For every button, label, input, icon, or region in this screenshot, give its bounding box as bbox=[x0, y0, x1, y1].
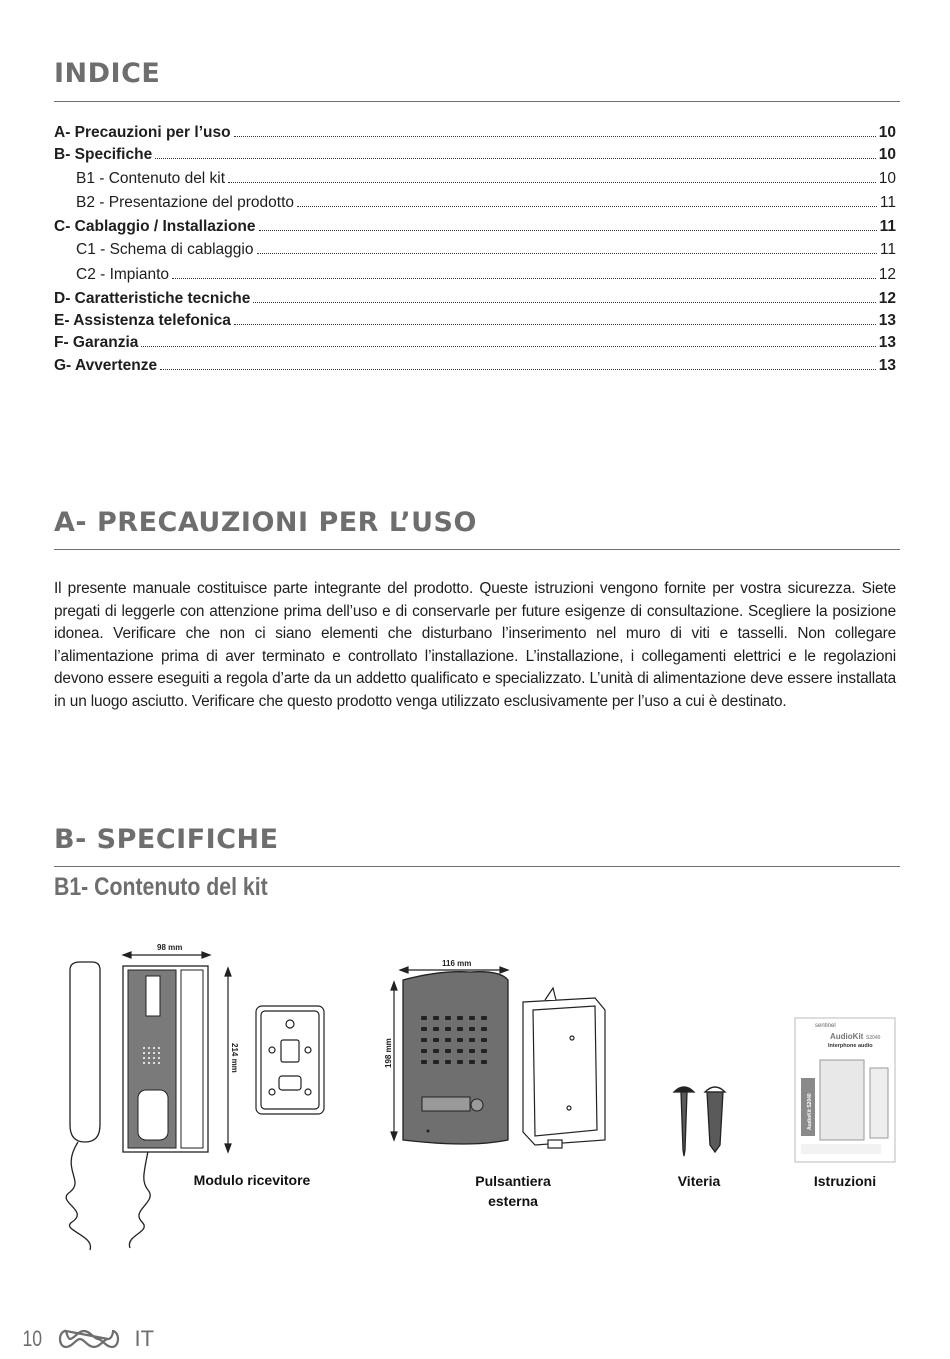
toc-entry-label: F- Garanzia bbox=[54, 334, 139, 352]
toc-entry-page: 13 bbox=[878, 334, 896, 352]
section-a-heading: A- PRECAUZIONI PER L’USO bbox=[54, 507, 477, 538]
manual-subtitle: Interphone audio bbox=[828, 1043, 873, 1049]
toc-entry-page: 10 bbox=[878, 169, 896, 187]
toc-entry bbox=[54, 263, 896, 288]
section-b-rule bbox=[54, 866, 900, 867]
toc-entry-page: 12 bbox=[878, 265, 896, 283]
manual-model: S2040 bbox=[866, 1035, 881, 1041]
toc-leader-dots bbox=[160, 369, 876, 370]
caption-panel-line1: Pulsantiera bbox=[475, 1173, 551, 1189]
toc-leader-dots bbox=[228, 182, 876, 183]
toc-entry-page: 11 bbox=[879, 194, 896, 212]
toc-leader-dots bbox=[234, 324, 876, 325]
toc-entry bbox=[54, 310, 896, 332]
toc-leader-dots bbox=[297, 206, 877, 207]
toc-entry-page: 11 bbox=[879, 241, 896, 259]
outdoor-panel-illustration bbox=[403, 972, 508, 1144]
toc-entry-label: C1 - Schema di cablaggio bbox=[76, 241, 254, 259]
section-b1-subheading: B1- Contenuto del kit bbox=[54, 873, 268, 901]
toc-entry-page: 12 bbox=[878, 289, 896, 307]
toc-entry bbox=[54, 332, 896, 354]
toc-entry bbox=[54, 355, 896, 377]
caption-panel bbox=[453, 1171, 573, 1211]
toc-entry-page: 10 bbox=[878, 124, 896, 141]
toc-entry bbox=[54, 288, 896, 310]
toc-entry bbox=[54, 167, 896, 192]
toc-leader-dots bbox=[259, 230, 877, 231]
toc-entry bbox=[54, 144, 896, 166]
index-heading: INDICE bbox=[54, 58, 161, 89]
back-box-illustration bbox=[523, 988, 605, 1148]
toc-entry-label: B- Specifiche bbox=[54, 146, 153, 164]
panel-width-label: 116 mm bbox=[442, 959, 472, 968]
index-rule bbox=[54, 101, 900, 102]
section-a-rule bbox=[54, 549, 900, 550]
manual-spine: AudioKit S2040 bbox=[807, 1093, 813, 1130]
toc-entry-label: A- Precauzioni per l’uso bbox=[54, 124, 231, 141]
toc-leader-dots bbox=[141, 346, 875, 347]
receiver-width-label: 98 mm bbox=[157, 943, 183, 952]
receiver-height-label: 214 mm bbox=[230, 1043, 239, 1073]
screw-and-plug-illustration bbox=[674, 1087, 725, 1156]
caption-receiver: Modulo ricevitore bbox=[193, 1172, 311, 1188]
toc-leader-dots bbox=[172, 278, 876, 279]
manual-brand: sentinel bbox=[815, 1023, 836, 1029]
toc-entry-label: D- Caratteristiche tecniche bbox=[54, 289, 251, 307]
toc-entry-label: B2 - Presentazione del prodotto bbox=[76, 194, 294, 212]
section-a-body: Il presente manuale costituisce parte integrante del prodotto. Queste istruzioni vengono fornite per vostra sicurezza. Siete pregati di leggerle con attenzione prima dell’uso e di conservarle per future esigenze di consultazione. Scegliere la posizione idonea. Verificare che non ci siano elementi che disturbano l’inserimento nel muro di viti e tasselli. Non collegare l’alimentazione prima di aver terminato e controllato l’installazione. L’installazione, i collegamenti elettrici e le regolazioni devono essere eseguiti a regola d’arte da un addetto qualificato e specializzato. L’unità di alimentazione deve essere installata in un luogo asciutto. Verificare che questo prodotto venga utilizzato esclusivamente per l’uso a cui è destinato. bbox=[54, 580, 896, 710]
brand-logo-icon bbox=[54, 1327, 124, 1351]
receiver-base-illustration bbox=[123, 966, 208, 1152]
toc-entry-page: 13 bbox=[878, 356, 896, 374]
toc-entry bbox=[54, 122, 896, 144]
toc-entry-label: G- Avvertenze bbox=[54, 356, 158, 374]
caption-manual: Istruzioni bbox=[813, 1173, 877, 1189]
page-footer bbox=[20, 1323, 154, 1355]
toc-entry bbox=[54, 216, 896, 238]
toc-entry bbox=[54, 238, 896, 263]
toc-entry bbox=[54, 191, 896, 216]
toc-leader-dots bbox=[253, 302, 875, 303]
caption-screws: Viteria bbox=[677, 1173, 721, 1189]
table-of-contents bbox=[54, 122, 896, 377]
toc-entry-page: 13 bbox=[878, 311, 896, 329]
manual-title: AudioKit bbox=[830, 1032, 864, 1041]
toc-leader-dots bbox=[234, 136, 876, 137]
toc-entry-label: C- Cablaggio / Installazione bbox=[54, 217, 256, 235]
toc-entry-page: 11 bbox=[879, 217, 896, 235]
page-number: 10 bbox=[22, 1326, 43, 1351]
toc-entry-label: B1 - Contenuto del kit bbox=[76, 169, 226, 187]
toc-entry-label: C2 - Impianto bbox=[76, 265, 170, 283]
section-b-heading: B- SPECIFICHE bbox=[54, 824, 279, 855]
language-code: IT bbox=[134, 1326, 155, 1351]
toc-leader-dots bbox=[257, 253, 877, 254]
wall-bracket-illustration bbox=[256, 1006, 324, 1114]
caption-panel-line2: esterna bbox=[488, 1193, 538, 1209]
toc-leader-dots bbox=[155, 158, 876, 159]
toc-entry-label: E- Assistenza telefonica bbox=[54, 311, 231, 329]
kit-contents-illustration bbox=[0, 930, 950, 1270]
panel-height-label: 198 mm bbox=[384, 1038, 393, 1068]
toc-entry-page: 10 bbox=[878, 146, 896, 164]
